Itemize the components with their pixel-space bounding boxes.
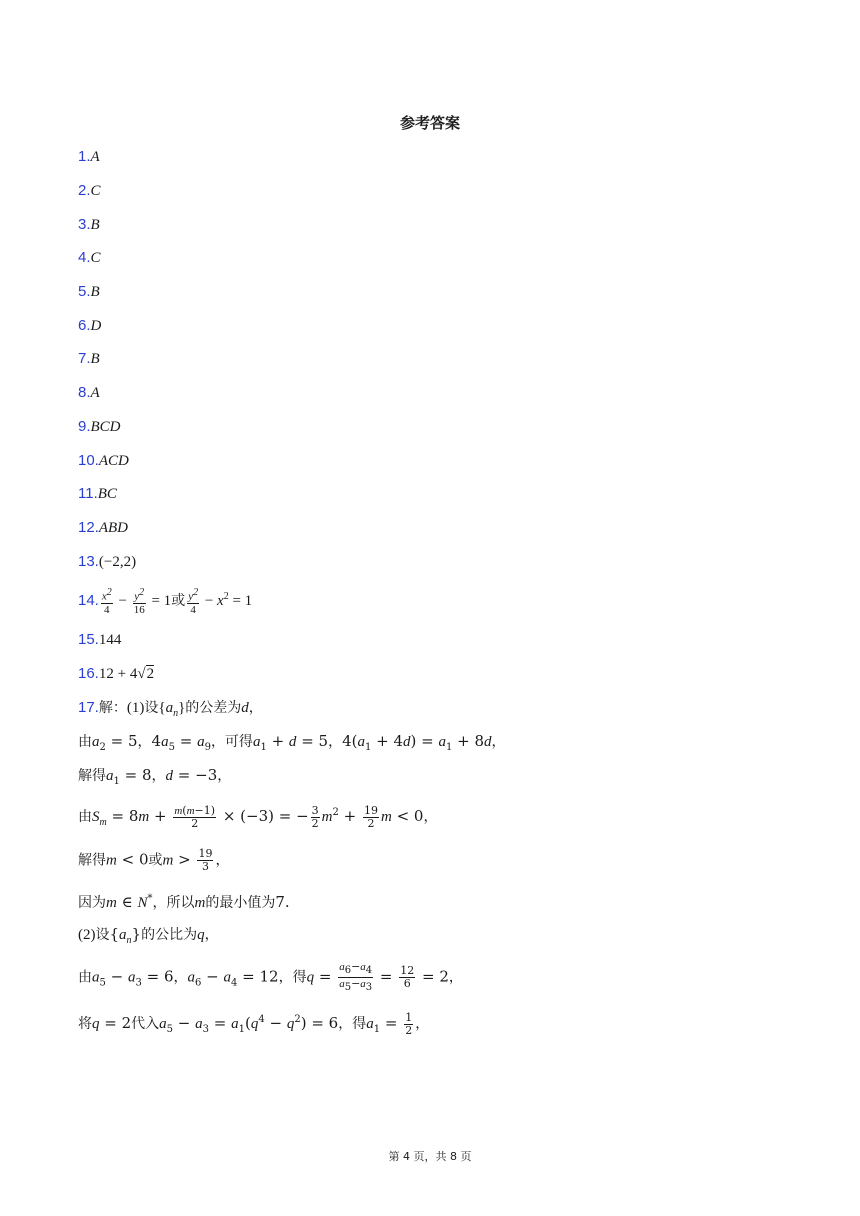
question-number: 2. bbox=[78, 182, 91, 199]
answer-line bbox=[78, 587, 252, 616]
solution-line: 解得$a_1 = 8$，d = −3， bbox=[78, 766, 232, 787]
answer-text-math: $\frac{x^2}{4}$ − $\frac{y^2}{16}$ = 1或 $\frac{y^2}{4}$ − $x^2 = 1$ bbox=[101, 587, 253, 616]
question-number: 17. bbox=[78, 699, 99, 716]
answer-text: A bbox=[90, 149, 100, 165]
answer-line bbox=[78, 180, 101, 201]
solution-line: 由$a_2 = 5$，$4a_5 = a_9$，可得$a_1 + d = 5$，$4(a_1 + 4d) = a_1 + 8d$， bbox=[78, 732, 506, 753]
answer-text: B bbox=[90, 217, 100, 233]
question-number: 1. bbox=[78, 148, 91, 165]
answer-text: B bbox=[90, 284, 100, 300]
answer-line bbox=[78, 450, 129, 471]
solution-line: 由$a_5 - a_3 = 6$，$a_6 - a_4 = 12$，得q = $\frac{a_6-a_4}{a_5-a_3}$ = $\frac{12}{6}$ = 2， bbox=[78, 960, 463, 994]
solution-line: 将q = 2代入$a_5 - a_3 = a_1(q^4 - q^2) = 6$，得$a_1$ = $\frac{1}{2}$ ， bbox=[78, 1010, 430, 1037]
answer-line bbox=[78, 629, 121, 650]
answer-text: D bbox=[90, 318, 102, 334]
question-number: 9. bbox=[78, 418, 91, 435]
answer-line bbox=[78, 281, 100, 302]
answer-line bbox=[78, 483, 117, 504]
answer-text: BC bbox=[97, 486, 117, 502]
answer-text: 144 bbox=[98, 632, 122, 648]
answer-text: C bbox=[90, 250, 101, 266]
question-number: 11. bbox=[78, 485, 98, 502]
answer-text: ACD bbox=[98, 453, 129, 469]
answer-line bbox=[78, 382, 100, 403]
solution-line: 由$S_m = 8m$ + $\frac{m(m-1)}{2}$ × (−3) = − $\frac{3}{2}$ $m^2$ + $\frac{19}{2}$ m < 0， bbox=[78, 803, 438, 830]
question-number: 3. bbox=[78, 216, 91, 233]
answer-line bbox=[78, 551, 136, 572]
solution-line: 解得m < 0或m > $\frac{19}{3}$ ， bbox=[78, 847, 230, 873]
question-number: 12. bbox=[78, 519, 99, 536]
answer-line bbox=[78, 315, 101, 336]
answer-text: ABD bbox=[98, 520, 129, 536]
answer-line bbox=[78, 663, 154, 684]
question-number: 5. bbox=[78, 283, 91, 300]
question-number: 6. bbox=[78, 317, 91, 334]
question-number: 7. bbox=[78, 350, 91, 367]
answer-text: B bbox=[90, 351, 100, 367]
answer-text: A bbox=[90, 385, 100, 401]
answer-line bbox=[78, 247, 101, 268]
answer-line bbox=[78, 146, 100, 167]
solution-line: 17.解：(1)设$\{a_n\}$的公差为d， bbox=[78, 699, 263, 719]
answer-line bbox=[78, 517, 128, 538]
solution-line: 因为m ∈ N*，所以m的最小值为7. bbox=[78, 893, 290, 911]
answer-text: C bbox=[90, 183, 101, 199]
question-number: 4. bbox=[78, 249, 91, 266]
page-footer: 第 4 页，共 8 页 bbox=[388, 1150, 472, 1163]
page-title: 参考答案 bbox=[399, 114, 460, 132]
answer-line bbox=[78, 348, 100, 369]
answer-line bbox=[78, 416, 121, 437]
question-number: 10. bbox=[78, 452, 99, 469]
solution-line: (2)设$\{a_n\}$的公比为q， bbox=[78, 925, 219, 946]
answer-text-math: 12 + 4√2 bbox=[98, 666, 155, 682]
answer-line bbox=[78, 214, 100, 235]
question-number: 13. bbox=[78, 553, 99, 570]
answer-text: BCD bbox=[90, 419, 121, 435]
answer-text: (−2,2) bbox=[98, 554, 137, 570]
question-number: 8. bbox=[78, 384, 91, 401]
question-number: 14. bbox=[78, 592, 99, 609]
question-number: 15. bbox=[78, 631, 99, 648]
question-number: 16. bbox=[78, 665, 99, 682]
